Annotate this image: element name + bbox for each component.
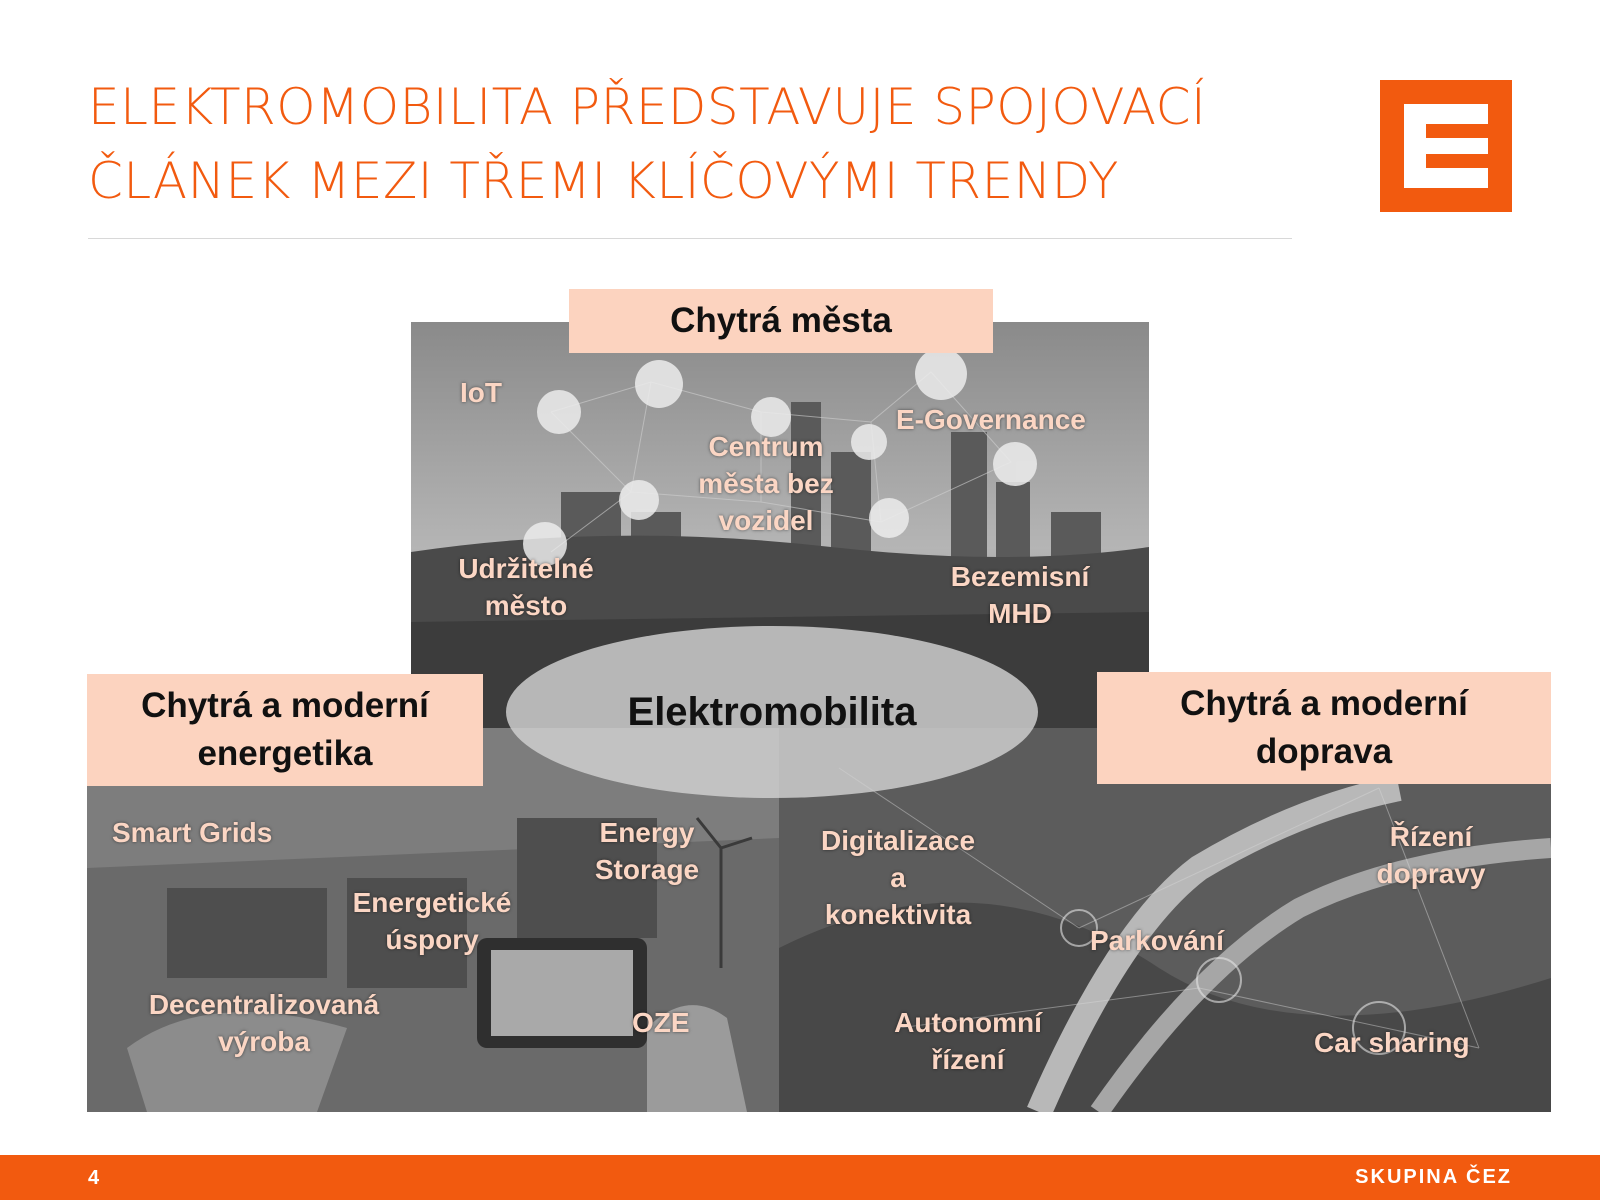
label-autonomni-rizeni [882,1004,1054,1078]
title-line-2: ČLÁNEK MEZI TŘEMI KLÍČOVÝMI TRENDY [88,152,1119,210]
label-dig-line-3: konektivita [824,899,972,930]
label-riz-line-2: dopravy [1376,858,1486,889]
slide-title [88,70,1328,218]
city-heading-text: Chytrá města [670,301,892,340]
transport-heading [1097,672,1551,784]
cez-logo-icon [1380,80,1512,212]
label-egovernance [896,401,1086,438]
label-rizeni-dopravy [1366,818,1496,892]
page-number: 4 [88,1167,100,1189]
label-energeticke-uspory [340,884,524,958]
energy-heading-line-2: energetika [197,734,373,773]
transport-heading-line-2: doprava [1255,732,1393,771]
label-iot [460,374,502,411]
label-smart-grids [112,814,272,851]
label-iot-text: IoT [460,377,502,408]
label-energy-storage [582,814,712,888]
label-egov-text: E-Governance [896,404,1086,435]
city-heading [569,289,993,353]
label-digitalizace [810,822,986,933]
title-line-1: ELEKTROMOBILITA PŘEDSTAVUJE SPOJOVACÍ [88,78,1207,136]
label-udrz-line-2: město [484,590,568,621]
label-centrum-line-1: Centrum [708,431,824,462]
label-bez-line-2: MHD [988,598,1052,629]
label-smart-text: Smart Grids [112,817,273,848]
label-park-text: Parkování [1090,925,1224,956]
title-divider [88,238,1292,239]
label-storage-line-1: Energy [599,817,695,848]
center-ellipse [506,626,1038,798]
label-centrum-line-2: města bez [698,468,834,499]
label-centrum-line-3: vozidel [718,505,814,536]
label-bez-line-1: Bezemisní [950,561,1090,592]
label-oze-text: OZE [632,1007,690,1038]
label-parkovani [1090,922,1224,959]
label-dig-line-1: Digitalizace [820,825,976,856]
label-car-text: Car sharing [1314,1027,1470,1058]
label-bezemisni [940,558,1100,632]
energy-heading [87,674,483,786]
label-uspory-line-2: úspory [385,924,479,955]
transport-heading-line-1: Chytrá a moderní [1180,684,1468,723]
label-riz-line-1: Řízení [1389,821,1473,852]
label-storage-line-2: Storage [594,854,700,885]
footer-bar [0,1155,1600,1200]
label-decent-line-2: výroba [218,1026,310,1057]
energy-heading-line-1: Chytrá a moderní [141,686,429,725]
label-udrz-line-1: Udržitelné [458,553,594,584]
label-oze [632,1004,690,1041]
label-car-sharing [1314,1024,1470,1061]
label-decentralizovana [136,986,392,1060]
label-centrum [686,428,846,539]
center-label: Elektromobilita [627,689,917,734]
label-uspory-line-1: Energetické [352,887,512,918]
footer-brand: SKUPINA ČEZ [1355,1166,1512,1188]
label-decent-line-1: Decentralizovaná [148,989,380,1020]
label-dig-line-2: a [890,862,906,893]
label-auto-line-2: řízení [931,1044,1005,1075]
label-auto-line-1: Autonomní [894,1007,1042,1038]
label-udrzitelne [446,550,606,624]
